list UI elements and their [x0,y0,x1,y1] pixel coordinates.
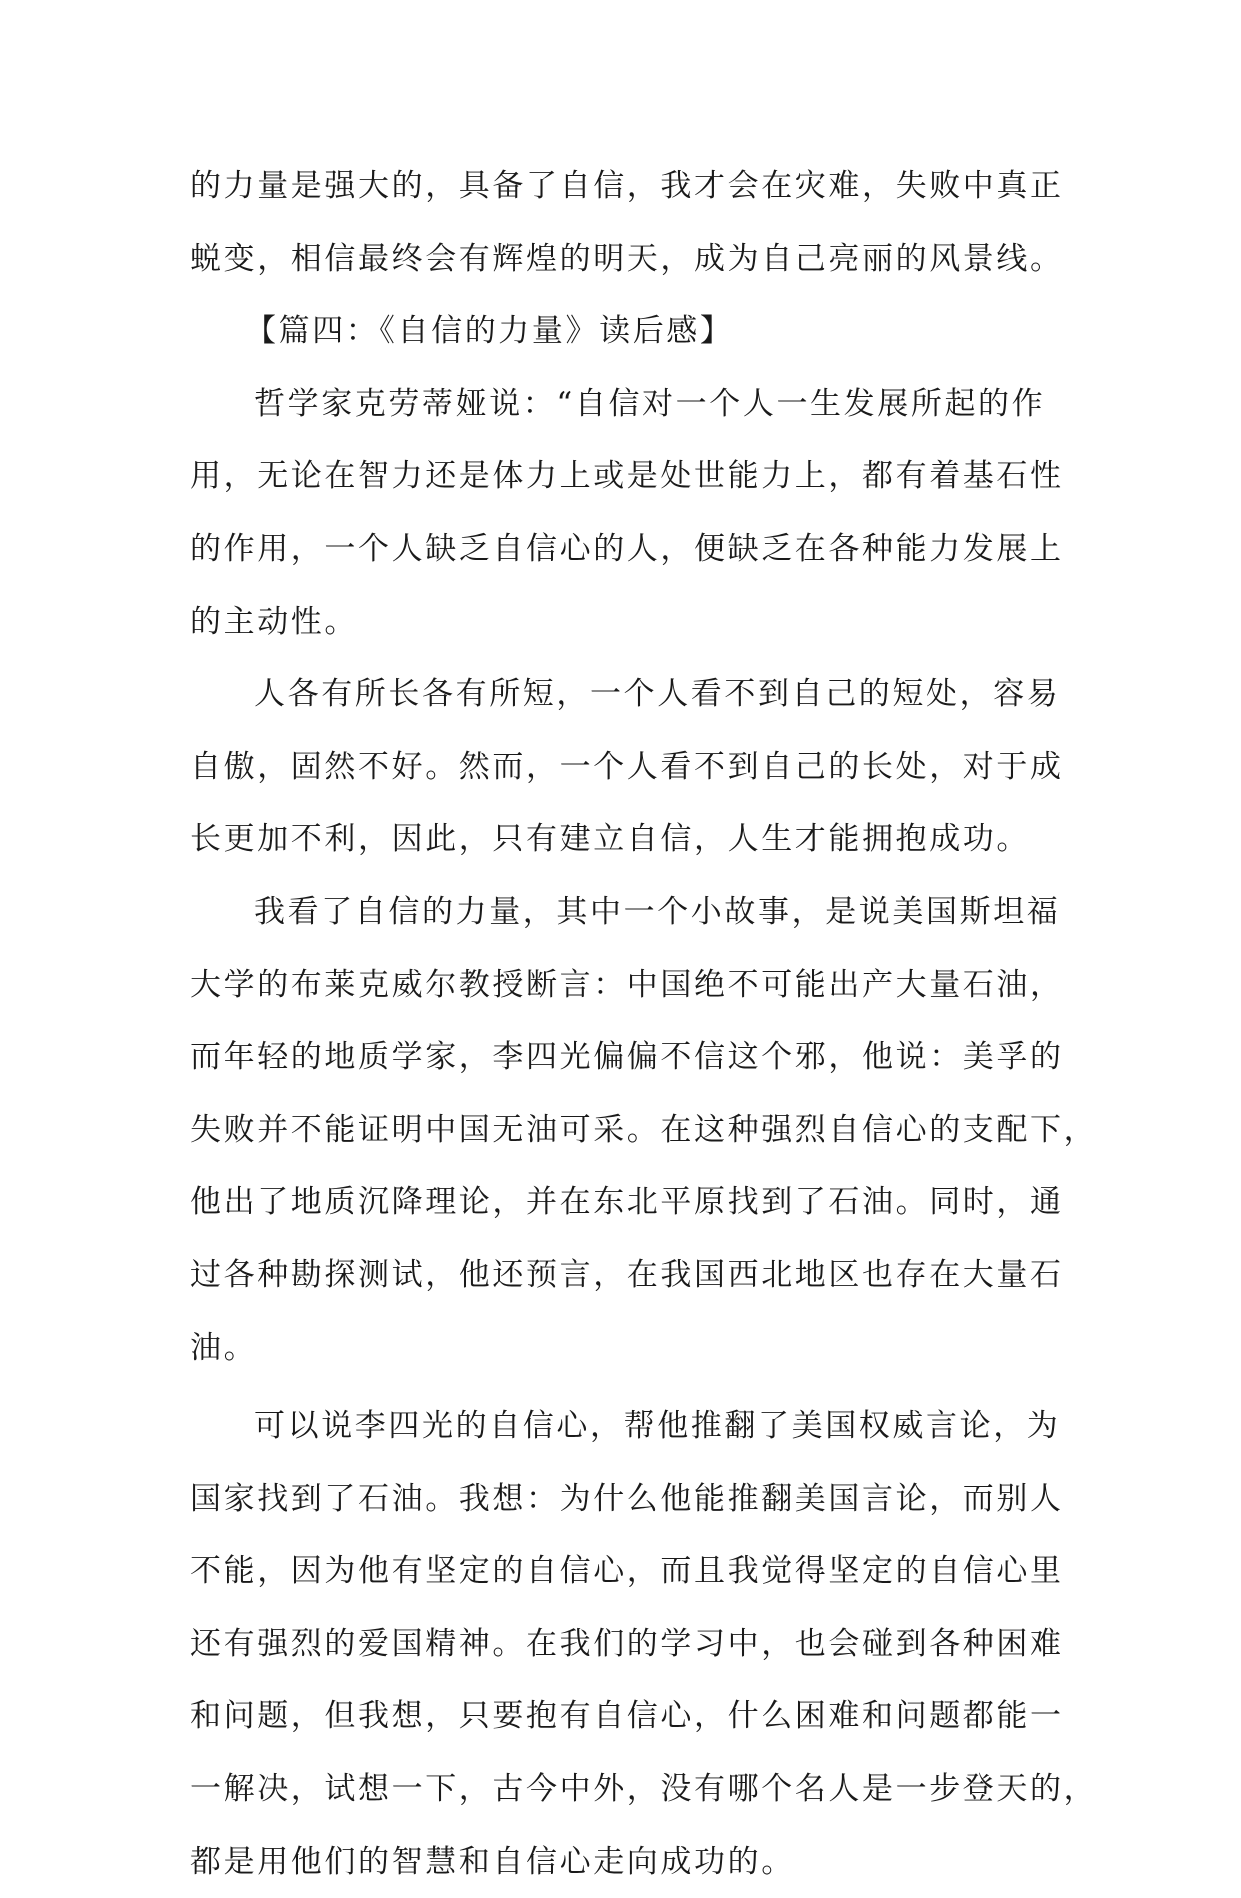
text-line: 人各有所长各有所短，一个人看不到自己的短处，容易 [254,676,1061,713]
text-line: 失败并不能证明中国无油可采。在这种强烈自信心的支配下， [190,1111,1098,1148]
text-line: 一解决，试想一下，古今中外，没有哪个名人是一步登天的， [190,1771,1098,1808]
document-page [190,150,1098,1898]
text-line: 自傲，固然不好。然而，一个人看不到自己的长处，对于成 [190,748,1064,785]
text-line: 蜕变，相信最终会有辉煌的明天，成为自己亮丽的风景线。 [190,240,1064,277]
text-line: 他出了地质沉降理论，并在东北平原找到了石油。同时，通 [190,1184,1064,1221]
text-line: 油。 [190,1329,258,1366]
text-line: 过各种勘探测试，他还预言，在我国西北地区也存在大量石 [190,1256,1064,1293]
text-line: 国家找到了石油。我想：为什么他能推翻美国言论，而别人 [190,1480,1064,1517]
text-line: 用，无论在智力还是体力上或是处世能力上，都有着基石性 [190,458,1064,495]
text-line: 还有强烈的爱国精神。在我们的学习中，也会碰到各种困难 [190,1625,1064,1662]
text-line: 长更加不利，因此，只有建立自信，人生才能拥抱成功。 [190,821,1030,858]
text-line: 的力量是强大的，具备了自信，我才会在灾难，失败中真正 [190,168,1064,204]
text-line: 不能，因为他有坚定的自信心，而且我觉得坚定的自信心里 [190,1553,1064,1590]
text-line: 的主动性。 [190,603,358,640]
text-line: 哲学家克劳蒂娅说：“自信对一个人一生发展所起的作 [254,385,1046,422]
text-line: 我看了自信的力量，其中一个小故事，是说美国斯坦福 [254,893,1061,930]
text-line: 大学的布莱克威尔教授断言：中国绝不可能出产大量石油， [190,966,1064,1003]
section-title: 【篇四：《自信的力量》读后感】 [245,313,734,350]
text-line: 都是用他们的智慧和自信心走向成功的。 [190,1843,795,1880]
text-line: 的作用，一个人缺乏自信心的人，便缺乏在各种能力发展上 [190,530,1064,567]
text-line: 和问题，但我想，只要抱有自信心，什么困难和问题都能一 [190,1698,1064,1735]
text-line: 可以说李四光的自信心，帮他推翻了美国权威言论，为 [254,1408,1061,1445]
text-line: 而年轻的地质学家，李四光偏偏不信这个邪，他说：美孚的 [190,1039,1064,1076]
